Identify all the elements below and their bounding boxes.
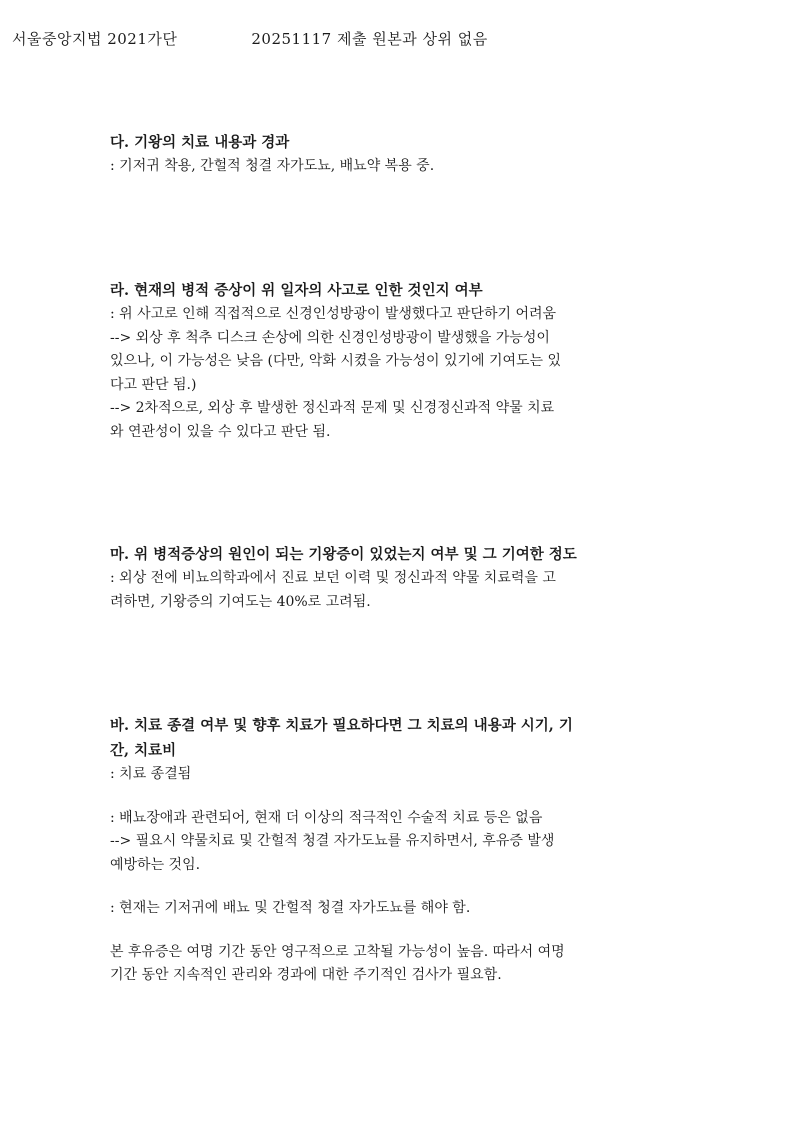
section-ba-para1-line: : 배뇨장애과 관련되어, 현재 더 이상의 적극적인 수술적 치료 등은 없음 — [110, 809, 543, 826]
page-header — [12, 28, 488, 49]
section-ba-heading: 간, 치료비 — [110, 742, 177, 759]
section-ba — [110, 713, 695, 988]
section-ma — [110, 542, 695, 614]
section-ba-heading: 바. 치료 종결 여부 및 향후 치료가 필요하다면 그 치료의 내용과 시기, 기 — [110, 717, 573, 734]
section-ma-line: 려하면, 기왕증의 기여도는 40%로 고려됨. — [110, 593, 371, 610]
section-da-heading: 다. 기왕의 치료 내용과 경과 — [110, 134, 290, 151]
section-ba-para1-line: --> 필요시 약물치료 및 간헐적 청결 자가도뇨를 유지하면서, 후유증 발생 — [110, 833, 555, 849]
section-ba-status: : 치료 종결됨 — [110, 766, 192, 782]
section-ra-line: 와 연관성이 있을 수 있다고 판단 됨. — [110, 423, 331, 440]
section-da-line: : 기저귀 착용, 간헐적 청결 자가도뇨, 배뇨약 복용 중. — [110, 158, 435, 174]
section-ra — [110, 278, 695, 444]
section-ra-line: 있으나, 이 가능성은 낮음 (다만, 악화 시켰을 가능성이 있기에 기여도는 있 — [110, 353, 562, 369]
section-ba-para3-line: 본 후유증은 여명 기간 동안 영구적으로 고착될 가능성이 높음. 따라서 여명 — [110, 943, 565, 960]
section-ra-heading: 라. 현재의 병적 증상이 위 일자의 사고로 인한 것인지 여부 — [110, 282, 483, 299]
section-da — [110, 130, 695, 179]
section-ra-line: --> 외상 후 척추 디스크 손상에 의한 신경인성방광이 발생했을 가능성이 — [110, 329, 550, 346]
section-ba-para2: : 현재는 기저귀에 배뇨 및 간헐적 청결 자가도뇨를 해야 함. — [110, 900, 471, 916]
section-ba-para1-line: 예방하는 것임. — [110, 856, 201, 873]
section-ra-line: --> 2차적으로, 외상 후 발생한 정신과적 문제 및 신경정신과적 약물 치료 — [110, 400, 555, 416]
submission-stamp: 20251117 제출 원본과 상위 없음 — [251, 30, 488, 48]
section-ba-para3-line: 기간 동안 지속적인 관리와 경과에 대한 주기적인 검사가 필요함. — [110, 967, 502, 983]
section-ma-heading: 마. 위 병적증상의 원인이 되는 기왕증이 있었는지 여부 및 그 기여한 정도 — [110, 546, 577, 563]
section-ma-line: : 외상 전에 비뇨의학과에서 진료 보던 이력 및 정신과적 약물 치료력을 고 — [110, 570, 556, 586]
court-case-label: 서울중앙지법 2021가단 — [12, 30, 178, 48]
section-ra-line: : 위 사고로 인해 직접적으로 신경인성방광이 발생했다고 판단하기 어려움 — [110, 306, 557, 322]
section-ra-line: 다고 판단 됨.) — [110, 376, 197, 393]
